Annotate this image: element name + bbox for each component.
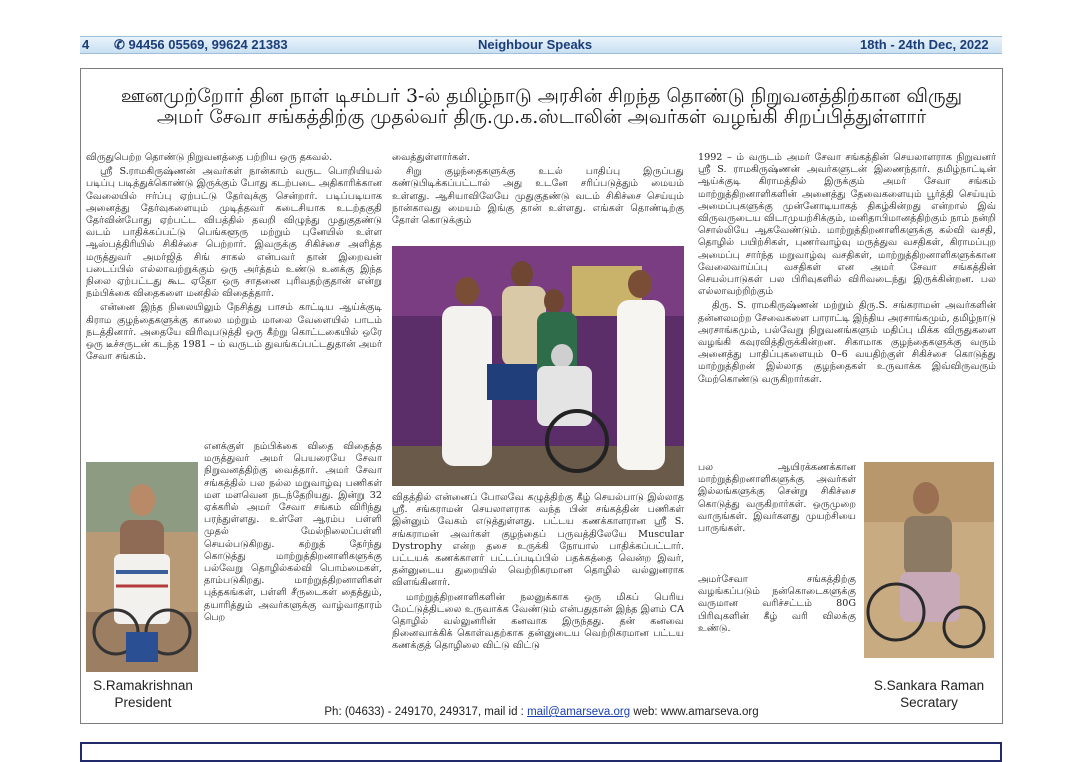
next-article-border	[80, 742, 1002, 762]
contact-footer	[80, 706, 1003, 718]
paragraph: விருதுபெற்ற தொண்டு நிறுவனத்தை பற்றிய ஒரு தகவல்.	[86, 152, 333, 163]
title-line-1: ஊனமுற்றோர் தின நாள் டிசம்பர் 3-ல் தமிழ்நாடு அரசின் சிறந்த தொண்டு நிறுவனத்திற்கான விருது	[120, 85, 963, 107]
email-link[interactable]: mail@amarseva.org	[527, 706, 631, 718]
publication-name: Neighbour Speaks	[478, 37, 593, 52]
article-title	[90, 86, 993, 128]
paragraph: பல ஆயிரக்கணக்கான மாற்றுத்திறனாளிகளுக்கு அவர்கள் இல்லங்களுக்கு சென்று சிகிச்சை கொடுத்து வருகிறார்கள். ஒருமுறை வாருங்கள். இவர்களது முயற்சியை பாருங்கள்.	[698, 462, 856, 535]
article-column-3	[698, 152, 996, 460]
paragraph: அமர்சேவா சங்கத்திற்கு வழங்கப்படும் நன்கொடைகளுக்கு வருமான வரிச்சட்டம் 80G பிரிவுகளின் கீழ் வரி விலக்கு உண்டு.	[698, 574, 856, 634]
contact-phone: Ph: (04633) - 249170, 249317, mail id :	[324, 706, 528, 718]
secretary-photo	[864, 462, 994, 658]
donation-note	[698, 574, 856, 664]
paragraph: மாற்றுத்திறனாளிகளின் நலனுக்காக ஒரு மிகப் பெரிய மேட்டுத்திடலை உருவாக்க வேண்டும் என்பதுதான் இந்த இளம் CA தொழில் வல்லுனரின் கனவாக இருந்தது. தன் கனவை நினைவாக்கிக் கொள்வதற்காக தன்னுடைய வெற்றிகரமான பட்டய கணக்குத் தொழிலை விட்டு விட்டு	[392, 591, 684, 652]
phone-number: ✆ 94456 05569, 99624 21383	[114, 37, 288, 52]
paragraph: ஸ்ரீ S.ராமகிருஷ்ணன் அவர்கள் நான்காம் வருட பொறியியல் படிப்பு படித்துக்கொண்டு இருக்கும் போது கடற்படை அதிகாரிக்கான வேலையில் ஈர்ப்பு ஏற்பட்டு தேர்வுக்கு சென்றார். படிப்படியாக அனைத்து தேர்வுகளையும் முடித்தவர் கடைசியாக உடற்தகுதி தேர்வின்போது ஏற்பட்ட விபத்தில் தவறி விழுந்து முதுகுதண்டு வடம் பாதிக்கப்பட்டு பெங்களூரு மற்றும் புனேயில் உள்ள ஆஸ்பத்திரியில் சிகிச்சை பெற்றார். இவருக்கு சிகிச்சை அளித்த மருத்துவர் அமர்ஜித் சிங் சாகல் என்பவர் தான் இறைவன் படைப்பில் எல்லாவற்றுக்கும் ஒரு அர்த்தம் உண்டு உனக்கு இந்த நிலை ஏற்பட்டது கூட ஏதோ ஒரு சாதனை புரிவதற்குதான் என்று நம்பிக்கை விதைகளை மனதில் விதைத்தார்.	[86, 166, 382, 300]
article-column-1	[86, 152, 382, 458]
paragraph: என்னை இந்த நிலையிலும் நேசித்து பாசம் காட்டிய ஆய்க்குடி கிராம குழந்தைகளுக்கு காலை மற்றும் மாலை வேளையில் பாடம் நடத்தினார். அதையே விரிவுபடுத்தி ஒரு கீற்று கொட்டகையில் ஒரே ஒரு டீச்சருடன் கடந்த 1981 – ம் வருடம் துவங்கப்பட்டதுதான் அமர் சேவா சங்கம்.	[86, 302, 382, 363]
president-title: President	[114, 695, 172, 710]
article-column-3-continued	[698, 462, 856, 572]
article-column-2-bottom	[392, 492, 684, 696]
paragraph: திரு. S. ராமகிருஷ்ணன் மற்றும் திரு.S. சங்கராமன் அவர்களின் தன்னலமற்ற சேவைகளை பாராட்டி இந்திய அரசாங்கமும், தமிழ்நாடு அரசாங்கமும், பல்வேறு நிறுவனங்களும் மதிப்பு மிக்க விருதுகளை வழங்கி கவுரவித்திருக்கின்றன. சிகாமாக குழந்தைகளுக்கு வரும் அனைத்து பாதிப்புகளையும் 0–6 வயதிற்குள் சிகிச்சை கொடுத்து மாற்றுத்திறன் இல்லாத குழந்தைகள் உருவாக்க இவ்விருவரும் மேற்கொண்டு வருகிறார்கள்.	[698, 300, 996, 385]
website-text: web: www.amarseva.org	[630, 706, 759, 718]
paragraph: விதத்தில் என்னைப் போலவே கழுத்திற்கு கீழ் செயல்பாடு இல்லாத ஸ்ரீ. சங்கராமன் செயலாளராக வந்த பின் சங்கத்தின் பணிகள் இன்னும் வேகம் எடுத்துள்ளது. பட்டய கணக்காளரான ஸ்ரீ S. சங்கராமன் அவர்கள் குழந்தைப் பருவத்திலேயே Muscular Dystrophy என்ற தசை உருக்கி நோயால் பாதிக்கப்பட்டார். பட்டயக் கணக்காளர் பட்டப்படிப்பில் பதக்கத்தை வென்ற இவர், தன்னுடைய துறையில் வெற்றிகரமான தொழில் வல்லுனராக விளங்கினார்.	[392, 492, 684, 589]
secretary-title: Secratary	[900, 695, 958, 710]
title-line-2: அமர் சேவா சங்கத்திற்கு முதல்வர் திரு.மு.க.ஸ்டாலின் அவர்கள் வழங்கி சிறப்பித்துள்ளார்	[156, 106, 927, 128]
issue-date: 18th - 24th Dec, 2022	[860, 37, 989, 52]
secretary-name: S.Sankara Raman	[873, 678, 985, 693]
award-ceremony-photo	[392, 246, 684, 486]
page-number: 4	[82, 37, 90, 52]
paragraph: வைத்துள்ளார்கள்.	[392, 152, 471, 163]
article-column-1-continued	[204, 441, 382, 693]
president-name: S.Ramakrishnan	[93, 678, 193, 693]
president-photo	[86, 462, 198, 672]
paragraph: சிறு குழந்தைகளுக்கு உடல் பாதிப்பு இருப்பது கண்டுபிடிக்கப்பட்டால் அது உடனே சரிப்படுத்தும் மையம் உள்ளது. ஆசியாவிலேயே முதுகுதண்டு வடம் சிகிச்சை செய்யும் நான்காவது மையம் இங்கு தான் உள்ளது. எங்கள் தொண்டிற்கு தோள் கொடுக்கும்	[392, 166, 684, 227]
article-column-2-top	[392, 152, 684, 238]
paragraph: 1992 – ம் வருடம் அமர் சேவா சங்கத்தின் செயலாளராக நிறுவனர் ஸ்ரீ S. ராமகிருஷ்ணன் அவர்களுடன் இணைந்தார். தமிழ்நாட்டின் ஆய்க்குடி கிராமத்தில் இருக்கும் அமர் சேவா சங்கம் மாற்றுத்திறனாளிகளின் அனைத்து தேவைகளையும் பூர்த்தி செய்யும் அமைப்புகளுக்கு முன்னோடியாகத் திகழ்கின்றது என்றால் இவ் விருவருடைய விடாமுயற்சிக்கும், மனிதாபிமானத்திற்கும் நாம் நன்றி சொல்லியே ஆகவேண்டும். மாற்றுத்திறனாளிகளுக்கு கல்வி வசதி, தொழில் பயிற்சிகள், புணர்வாழ்வு மருத்துவ வசதிகள், கிராமப்புற அமைப்பு சார்ந்த மறுவாழ்வு வசதிகள், மாற்றுத்திறனாளிகளுக்கான வேலைவாய்ப்பு வசதிகள் என அமர் சேவா சங்கத்தின் செயல்பாடுகள் பல பிரிவுகளில் விரிவடைந்து இருக்கின்றன. பல எல்லாவற்றிற்கும்	[698, 152, 996, 298]
paragraph: எனக்குள் நம்பிக்கை விதை விதைத்த மருத்துவர் அமர் பெயரையே சேவா நிறுவனத்திற்கு வைத்தார். அமர் சேவா சங்கத்தில் பல நல்ல மறுவாழ்வு பணிகள் மள மளவென நடந்தேறியது. இன்று 32 ஏக்கரில் அமர் சேவா சங்கம் விரிந்து பரந்துள்ளது. உள்ளே ஆரம்ப பள்ளி முதல் மேல்நிலைப்பள்ளி செயல்படுகிறது. கற்றுத் தேர்ந்து கொடுத்து மாற்றுத்திறனாளிகளுக்கு பல்வேறு தொழில்கல்வி பொம்மைகள், தாம்படுகிறது. மாற்றுத்திறனாளிகள் புத்தகங்கள், பள்ளி சீருடைகள் தைத்தும், தயாரித்தும் அவர்களுக்கு வாழ்வாதாரம் பெற	[204, 441, 382, 623]
